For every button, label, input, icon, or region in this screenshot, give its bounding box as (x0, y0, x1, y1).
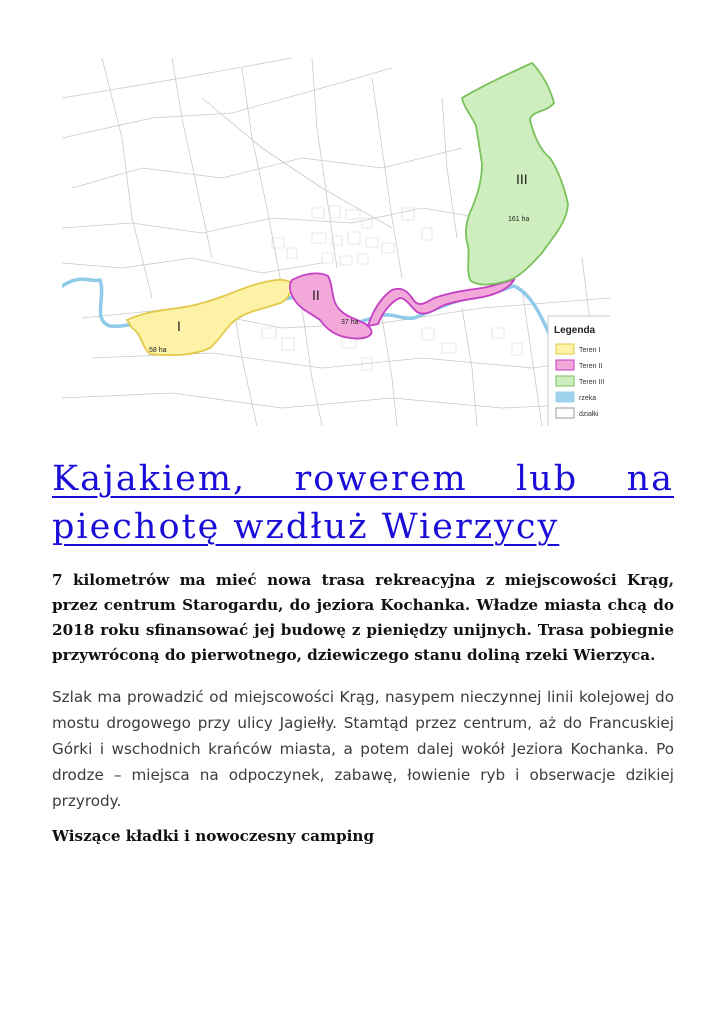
legend-swatch-4 (556, 392, 574, 402)
zone-3-area: 161 ha (508, 216, 530, 223)
map-legend (548, 316, 610, 426)
zone-2-area: 37 ha (341, 319, 359, 326)
article-title-link[interactable]: Kajakiem, rowerem lub na piechotę wzdłuż Wierzycy (52, 459, 674, 547)
zone-1-area: 58 ha (149, 347, 167, 354)
zone-2-roman: II (312, 287, 320, 303)
article-subheading: Wiszące kładki i nowoczesny camping (52, 827, 375, 845)
map-image (62, 58, 610, 426)
legend-label-3: Teren III (579, 379, 605, 386)
legend-title: Legenda (554, 325, 596, 336)
article-lead: 7 kilometrów ma mieć nowa trasa rekreacyjna z miejscowości Krąg, przez centrum Starogardu, do jeziora Kochanka. Władze miasta chcą do 2018 roku sfinansować jej budowę z pieniędzy unijnych. Trasa pobiegnie przywróconą do pierwotnego, dziewiczego stanu doliną rzeki Wierzyca. (52, 571, 674, 664)
legend-label-4: rzeka (579, 395, 597, 402)
legend-label-1: Teren I (579, 347, 601, 354)
legend-label-5: działki (579, 411, 599, 418)
zone-3-roman: III (516, 171, 528, 187)
legend-swatch-3 (556, 376, 574, 386)
legend-label-2: Teren II (579, 363, 603, 370)
legend-swatch-1 (556, 344, 574, 354)
zone-1-roman: I (177, 318, 181, 334)
article-body: Szlak ma prowadzić od miejscowości Krąg, nasypem nieczynnej linii kolejowej do mostu drogowego przy ulicy Jagiełły. Stamtąd przez centrum, aż do Francuskiej Górki i wschodnich krańców miasta, a potem dalej wokół Jeziora Kochanka. Po drodze – miejsca na odpoczynek, zabawę, łowienie ryb i obserwacje dzikiej przyrody. (52, 688, 674, 810)
article-title (52, 455, 674, 551)
legend-swatch-2 (556, 360, 574, 370)
legend-swatch-5 (556, 408, 574, 418)
